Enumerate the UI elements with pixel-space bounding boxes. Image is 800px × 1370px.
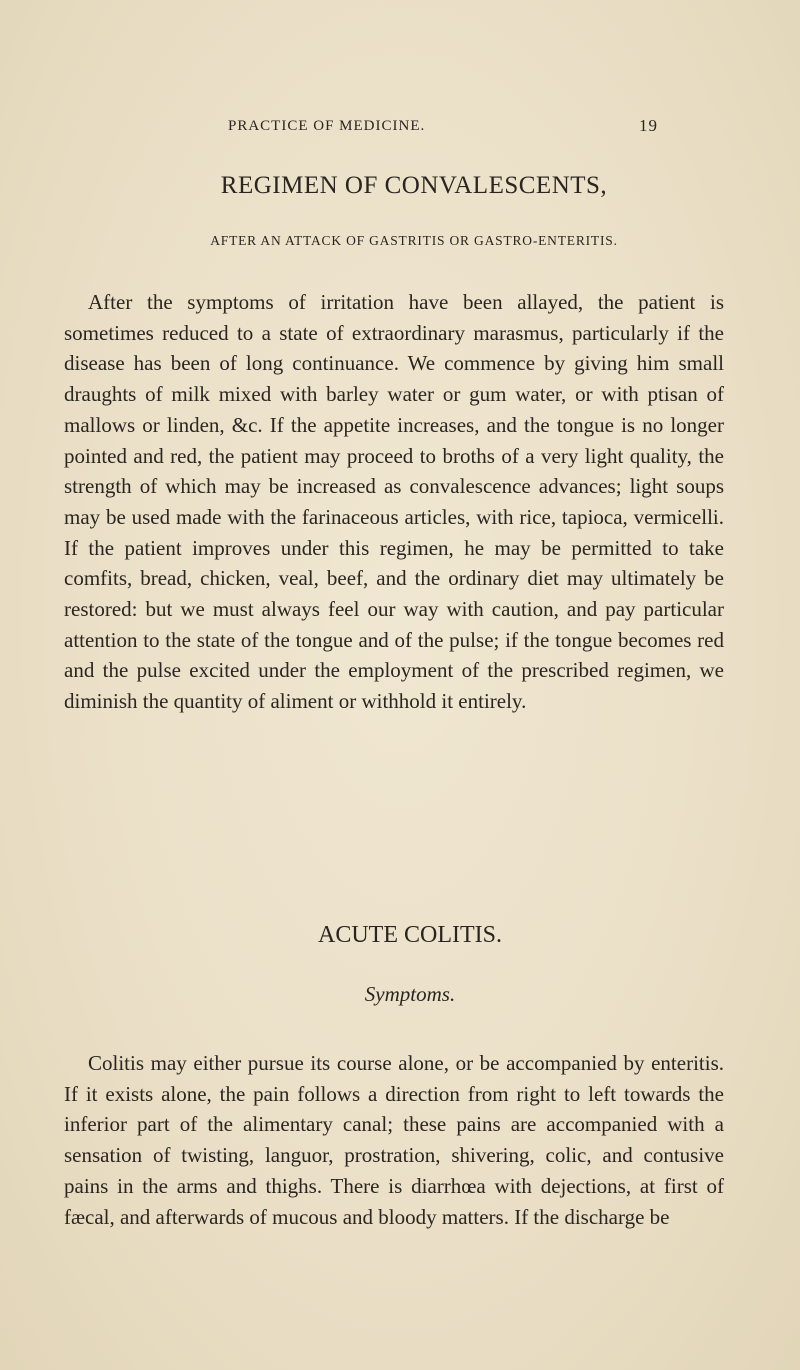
- section-title: REGIMEN OF CONVALESCENTS,: [220, 172, 608, 199]
- page-number: 19: [639, 116, 658, 135]
- running-head: [228, 118, 658, 140]
- paragraph-regimen: After the symptoms of irritation have been allayed, the patient is sometimes reduced to a state of extraordinary marasmus, particularly if the disease has been of long continuance. We commence by giving him small draughts of milk mixed with barley water or gum water, or with ptisan of mallows or linden, &c. If the appetite increases, and the tongue is no longer pointed and red, the patient may proceed to broths of a very light quality, the strength of which may be increased as convalescence advances; light soups may be used made with the farinaceous articles, with rice, tapioca, vermicelli. If the patient improves under this regimen, he may be permitted to take comfits, bread, chicken, veal, beef, and the ordinary diet may ultimately be restored: but we must always feel our way with caution, and pay particular attention to the state of the tongue and of the pulse; if the tongue becomes red and the pulse excited under the employment of the prescribed regimen, we diminish the quantity of aliment or withhold it entirely.: [64, 290, 724, 714]
- running-title: PRACTICE OF MEDICINE.: [228, 118, 426, 134]
- section-subtitle: AFTER AN ATTACK OF GASTRITIS OR GASTRO-ENTERITIS.: [210, 233, 618, 248]
- acute-colitis-heading: ACUTE COLITIS.: [318, 922, 502, 948]
- paragraph-colitis: Colitis may either pursue its course alone, or be accompanied by enteritis. If it exists alone, the pain follows a direction from right to left towards the inferior part of the alimentary canal; these pains are accompanied with a sensation of twisting, languor, prostration, shivering, colic, and contusive pains in the arms and thighs. There is diarrhœa with dejections, at first of fæcal, and afterwards of mucous and bloody matters. If the discharge be: [64, 1051, 724, 1229]
- symptoms-subheading: Symptoms.: [364, 982, 456, 1006]
